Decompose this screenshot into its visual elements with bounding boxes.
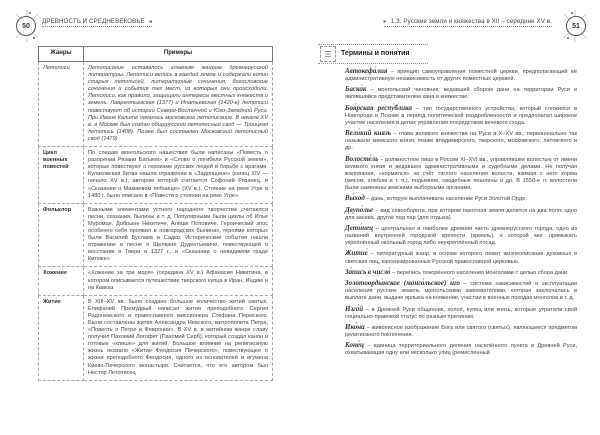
example-cell: Важными элементами устного народного творчества считаются песни, сказания, былины и т. д. Популярными были циклы об Илье Муромце, Добрыне Никитиче, Алёше Поповиче. Героический эпос особенно себя проявил в новгородских былинах, героями которых были Василий Буслаев и Садко. Исторические события нашли отражение в песне о Щелкане Дудентьевиче, повествующей о восстании в Твери в 1327 г., и «Сказании о невидимом граде Китеже» [84, 203, 273, 267]
example-cell: По следам монгольского нашествия были написаны «Повесть о разорении Рязани Батыем» и «Слово о погибели Русской земли», которые повествуют о героизме русских людей в борьбе с врагами. Куликовская битва нашла отражение в «Задонщине» (конец XIV — начало XV в.), автором которой считается Софоний Рязанец, и «Сказании о Мамаевом побоище» (XV в.). Стояние на реке Угре в 1480 г. было описано в «Повести о стоянии на реке Угре» [84, 147, 273, 204]
table-row [39, 147, 273, 204]
term-definition: – должностное лицо в России XI–XVI вв., управлявшее волостью от имени великого князя и ведавшее административными и судебными делами. Не получая жалования, «кормился» за счёт тяглого населения волости, взимая с него корма (мясом, хлебом и т. п.), подымное, свадебные пошлины и др. В 1550-е гг. волостели были заменены земскими выборными органами. [345, 156, 577, 192]
term-definition: – живописное изображение Бога или святого (святых), являющееся предметом религиозного поклонения. [345, 324, 577, 339]
term-entry [345, 68, 577, 83]
page-number: 51 [566, 16, 586, 36]
table-row [39, 203, 273, 267]
term-entry [345, 306, 577, 321]
term-definition: – литературный жанр, в основе которого лежит жизнеописание духовных и светских лиц, канонизированных Русской православной церковью. [345, 251, 577, 265]
arrow-right-icon: ▸ [383, 18, 387, 25]
divider [318, 44, 428, 45]
genres-table [38, 46, 273, 381]
term-word: Коне́ц [345, 341, 364, 350]
term-word: Автокефа́лия [345, 67, 388, 75]
genre-cell: Фольклор [39, 203, 84, 267]
arrow-left-icon: ◂ [148, 18, 152, 25]
scroll-icon: ☰ [320, 46, 336, 62]
genre-cell: Житие [39, 295, 84, 380]
column-header-examples: Примеры [84, 47, 273, 62]
example-cell: «Хожение за три моря» (середина XV в.) Афанасия Никитина, в котором описывается путешествие тверского купца в Иран, Индию и на Кавказ [84, 267, 273, 295]
term-entry [345, 324, 577, 339]
term-definition: – в Древней Руси общинник, холоп, купец или князь, которые утратили свой социально-правовой статус по разным причинам. [345, 306, 577, 320]
term-definition: – вид севооборота, при котором пахотная земля делится на два поля: одно для засева, другое под пар (для отдыха). [345, 207, 577, 221]
terms-section-header [318, 44, 428, 64]
term-definition: – монгольский чиновник, ведавший сбором дани на территории Руси и являвшийся представителем хана в княжестве. [345, 87, 577, 101]
term-word: Вы́ход [345, 194, 365, 203]
column-header-genres: Жанры [39, 47, 84, 62]
genre-cell: Хожение [39, 267, 84, 295]
page-number: 50 [16, 16, 36, 36]
term-word: За́пись в число́ [345, 267, 391, 276]
table-header-row [39, 47, 273, 62]
table-row [39, 295, 273, 380]
term-entry [345, 280, 577, 302]
term-entry [345, 130, 577, 152]
term-definition: – дань, которую выплачивало население Руси Золотой Орде. [364, 196, 527, 203]
table-row [39, 267, 273, 295]
term-word: Баска́к [345, 85, 367, 94]
term-entry [345, 225, 577, 247]
term-entry [345, 86, 577, 101]
term-entry [345, 207, 577, 222]
genre-cell: Летописи [39, 62, 84, 147]
term-word: Ико́на [345, 322, 365, 331]
term-definition: – система зависимостей и эксплуатации населения русских земель монгольскими завоевателями, которая заключалась в выплате дани, выдаче ярлыка на княжение, участии в военных походах монголов и т. д. [345, 281, 577, 302]
term-entry [345, 195, 577, 203]
running-head-text: ДРЕВНОСТЬ И СРЕДНЕВЕКОВЬЕ [42, 18, 145, 25]
term-definition: – глава великого княжества на Руси в X–XV вв., первоначально так называли киевского князя, позже владимирского, тверского, московского, литовского и др. [345, 131, 577, 152]
term-word: Двупо́лье [345, 205, 374, 214]
term-entry [345, 105, 577, 127]
terms-list [345, 68, 577, 361]
running-head [384, 18, 552, 27]
term-word: Волосте́ль [345, 154, 379, 163]
term-definition: – единица территориального деления населённого пункта в Древней Руси, охватывающая одну или несколько улиц (ремесленный [345, 343, 577, 357]
running-head [42, 18, 152, 27]
term-entry [345, 156, 577, 192]
term-entry [345, 269, 577, 277]
term-word: Дети́нец [345, 224, 374, 232]
example-cell: В XIII–XV вв. было создано большое количество житий святых. Епифаний Премудрый написал жития преподобного Сергия Радонежского и православного миссионера Стефана Пермского. Были составлены жития Александра Невского, митрополита Петра, «Повесть о Петре и Февронии». В XV в. в житийном жанре славу получил Пахомий Логофет (Пахомий Серб), который создал канон и готовые «клише» для житий. Большое влияние на религиозную жизнь оказало «Житие Феодосия Печерского», повествующее о жизни преподобного Феодосия, одного из основателей и игумена Киево-Печерского монастыря. Считается, что его автором был Нестор Летописец [84, 295, 273, 380]
example-cell: Летописание оставалось главным жанром древнерусской литературы. Летописи велись в каждой земле и содержали копии старых летописей, литературные сочинения, богословские сочинения и события тех мест, из которых они происходили. Летописи, как правило, защищали интересы местных княжеств и земель. Лаврентьевская (1377) и Ипатьевская (1420-е) летописи повествуют об истории Северо-Восточной и Юго-Западной Руси. При Иване Калите началось московское летописание. В начале XV в. в Москве был создан общерусский летописный свод — Троицкая летопись (1408). Позже был составлен Московский летописный свод (1479) [84, 62, 273, 147]
running-head-text: 1.3. Русские земли и княжества в XII – середине XV в. [390, 18, 552, 25]
term-word: Изго́й [345, 304, 364, 313]
term-word: Золотоорды́нское (монго́льское) и́го [345, 279, 461, 288]
term-word: Боя́рская респу́блика [345, 103, 412, 112]
term-definition: – принцип самоуправления поместной церкви, предполагающий её административную независимость от других поместных церквей. [345, 69, 577, 83]
term-entry [345, 250, 577, 265]
term-definition: – тип государственного устройства, который сложился в Новгороде и Пскове в период политической раздробленности и предполагал широкое участие населения в делах управления посредством вечевого схода. [345, 105, 577, 126]
divider [318, 63, 428, 64]
term-definition: – центральная и наиболее древняя часть древнерусского города, одно из названий внутренней городской крепости (кремль), к которой мог примыкать укреплённый окольный город либо неукреплённый посад. [345, 226, 577, 247]
section-title: Термины и понятия [341, 50, 410, 57]
term-word: Житие́ [345, 249, 368, 258]
term-definition: – перепись покорённого населения монголами с целью сбора дани. [390, 269, 569, 276]
term-entry [345, 342, 577, 357]
term-word: Вели́кий князь [345, 129, 391, 138]
table-row [39, 62, 273, 147]
genre-cell: Цикл военных повестей [39, 147, 84, 204]
